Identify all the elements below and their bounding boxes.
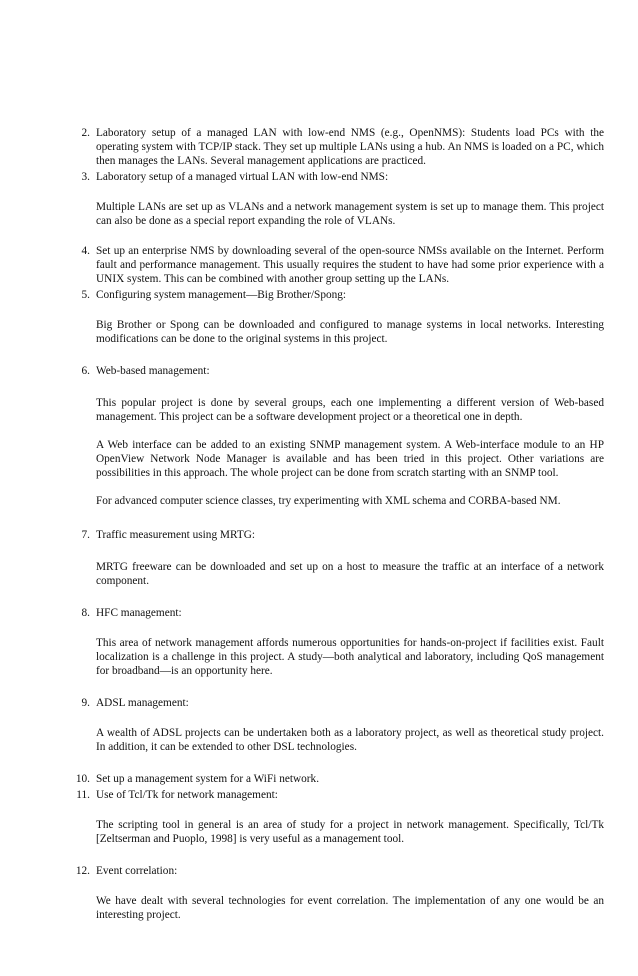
item-text: Traffic measurement using MRTG: — [96, 529, 256, 541]
item-text: Set up a management system for a WiFi network. — [96, 773, 320, 785]
list-item-11 — [70, 788, 604, 802]
list-item-3 — [70, 170, 604, 184]
item-text: Laboratory setup of a managed LAN with low-end NMS (e.g., OpenNMS): Students load PCs with the operating system with TCP/IP stack. They set up multiple LANs using a hub. An NMS is loaded on a PC, which then manages the LANs. Several management applications are practiced. — [96, 127, 604, 167]
item-number: 10. — [75, 773, 90, 785]
item-text: Use of Tcl/Tk for network management: — [96, 789, 278, 801]
item-text: ADSL management: — [96, 697, 189, 709]
item-number: 5. — [81, 289, 90, 301]
item-number: 12. — [75, 865, 90, 877]
paragraph: For advanced computer science classes, try experimenting with XML schema and CORBA-based NM. — [96, 495, 561, 507]
paragraph: A Web interface can be added to an existing SNMP management system. A Web-interface module to an HP OpenView Network Node Manager is available and has been tried in this project. Other variations are possibilities in this approach. The whole project can be done from scratch starting with an SNMP tool. — [96, 439, 604, 479]
item-text: HFC management: — [96, 607, 182, 619]
list-item-10 — [70, 772, 604, 786]
item-text: Event correlation: — [96, 865, 178, 877]
list-item-9 — [70, 696, 604, 710]
paragraph: This area of network management affords numerous opportunities for hands-on-project if facilities exist. Fault localization is a challenge in this project. A study—both analytical and laboratory, including QoS management for broadband—is an opportunity here. — [96, 637, 604, 677]
paragraph: Big Brother or Spong can be downloaded and configured to manage systems in local networks. Interesting modifications can be done to the original systems in this project. — [96, 319, 604, 345]
item-text: Laboratory setup of a managed virtual LAN with low-end NMS: — [96, 171, 389, 183]
item-text: Set up an enterprise NMS by downloading several of the open-source NMSs available on the Internet. Perform fault and performance management. This usually requires the student to have had some prior experience with a UNIX system. This can be combined with another group setting up the LANs. — [96, 245, 604, 285]
list-item-4 — [70, 244, 604, 286]
list-item-5 — [70, 288, 604, 302]
paragraph: This popular project is done by several groups, each one implementing a different version of Web-based management. This project can be a software development project or a theoretical one in depth. — [96, 397, 604, 423]
list-item-12 — [70, 864, 604, 878]
list-item-2 — [70, 126, 604, 168]
item-number: 4. — [81, 245, 90, 257]
item-number: 8. — [81, 607, 90, 619]
list-item-6 — [70, 364, 604, 378]
item-number: 9. — [81, 697, 90, 709]
paragraph: The scripting tool in general is an area of study for a project in network management. Specifically, Tcl/Tk [Zeltserman and Puoplo, 1998] is very useful as a management tool. — [96, 819, 604, 845]
paragraph: We have dealt with several technologies for event correlation. The implementation of any one would be an interesting project. — [96, 895, 604, 921]
paragraph: Multiple LANs are set up as VLANs and a network management system is set up to manage them. This project can also be done as a special report expanding the role of VLANs. — [96, 201, 604, 227]
item-number: 2. — [81, 127, 90, 139]
paragraph: MRTG freeware can be downloaded and set up on a host to measure the traffic at an interface of a network component. — [96, 561, 604, 587]
list-item-8 — [70, 606, 604, 620]
item-number: 11. — [76, 789, 90, 801]
item-text: Web-based management: — [96, 365, 210, 377]
list-item-7 — [70, 528, 604, 542]
item-text: Configuring system management—Big Brother/Spong: — [96, 289, 347, 301]
item-number: 6. — [81, 365, 90, 377]
paragraph: A wealth of ADSL projects can be undertaken both as a laboratory project, as well as theoretical study project. In addition, it can be extended to other DSL technologies. — [96, 727, 604, 753]
item-number: 7. — [81, 529, 90, 541]
item-number: 3. — [81, 171, 90, 183]
